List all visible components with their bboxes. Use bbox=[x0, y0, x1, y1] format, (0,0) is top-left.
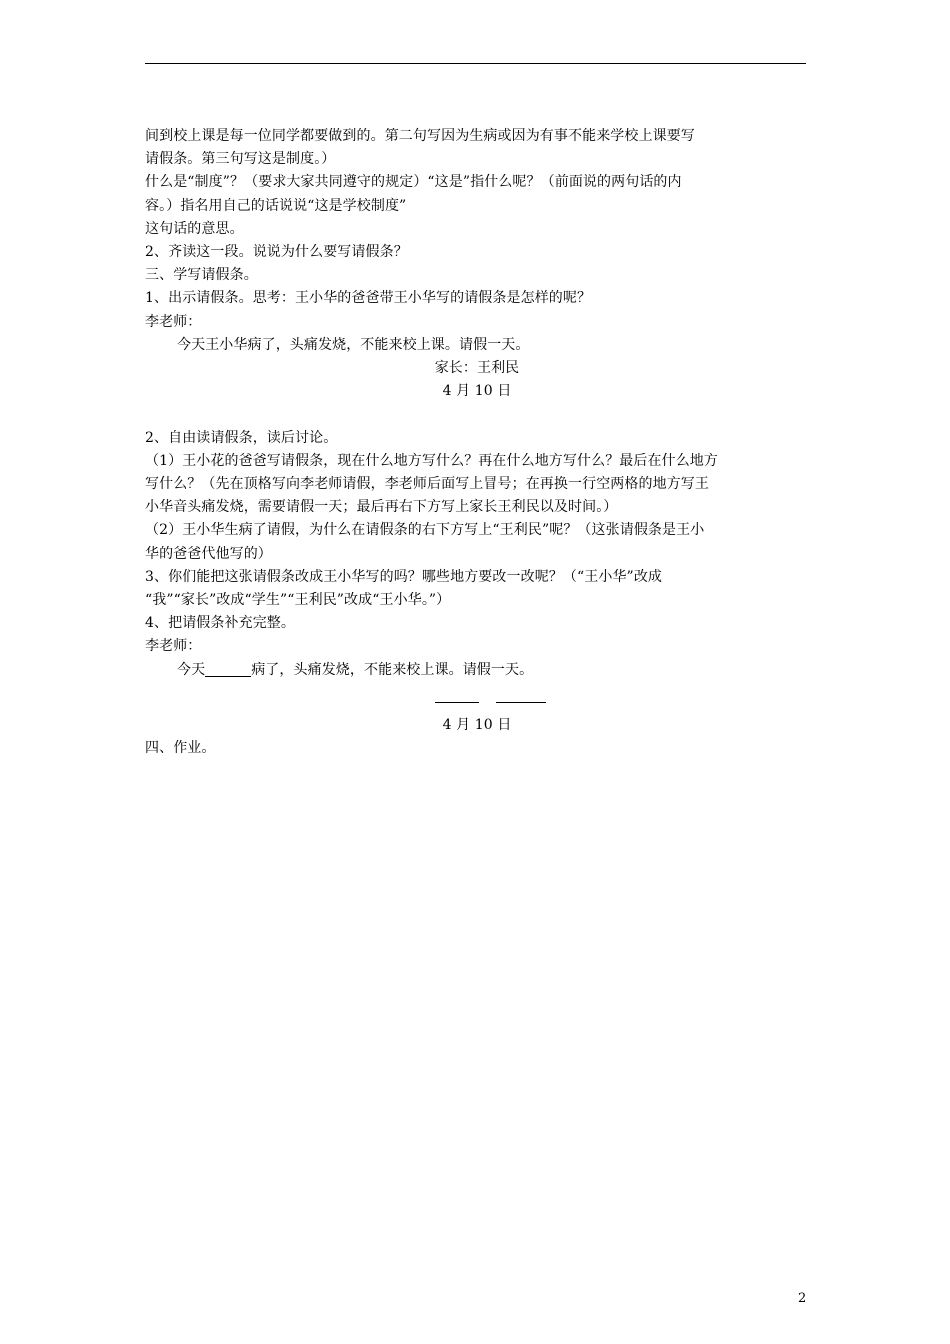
note-date: 4 月 10 日 bbox=[442, 716, 512, 733]
signature-blanks bbox=[145, 682, 809, 714]
text-segment: 今天 bbox=[177, 661, 206, 678]
note-body: 今天王小华病了，头痛发烧，不能来校上课。请假一天。 bbox=[177, 336, 530, 353]
text-line: 2、齐读这一段。说说为什么要写请假条？ bbox=[145, 244, 408, 261]
text-segment: 病了，头痛发烧，不能来校上课。请假一天。 bbox=[251, 661, 534, 678]
section-heading: 四、作业。 bbox=[145, 740, 216, 757]
text-line: 华的爸爸代他写的） bbox=[145, 545, 272, 562]
note-signature: 家长：王利民 bbox=[434, 360, 520, 377]
text-line: 4、把请假条补充完整。 bbox=[145, 615, 296, 632]
text-line: 什么是“制度”？（要求大家共同遵守的规定）“这是”指什么呢？（前面说的两句话的内 bbox=[145, 174, 682, 191]
note-salutation: 李老师： bbox=[145, 313, 202, 330]
text-line: 小华音头痛发烧，需要请假一天；最后再右下方写上家长王利民以及时间。） bbox=[145, 499, 618, 516]
text-line: 容。）指名用自己的话说说“这是学校制度” bbox=[145, 197, 407, 214]
text-line: “我”“家长”改成“学生”“王利民”改成“王小华。”） bbox=[145, 592, 451, 609]
text-line: 3、你们能把这张请假条改成王小华写的吗？哪些地方要改一改呢？（“王小华”改成 bbox=[145, 568, 663, 585]
text-line: 1、出示请假条。思考：王小华的爸爸带王小华写的请假条是怎样的呢？ bbox=[145, 290, 592, 307]
signature-blank-title bbox=[435, 702, 479, 703]
text-line: 间到校上课是每一位同学都要做到的。第二句写因为生病或因为有事不能来学校上课要写 bbox=[145, 128, 695, 144]
note-date: 4 月 10 日 bbox=[442, 383, 512, 400]
fill-in-blank bbox=[205, 660, 251, 677]
body-text bbox=[145, 125, 809, 760]
text-line: 这句话的意思。 bbox=[145, 220, 244, 237]
header-rule bbox=[145, 63, 806, 64]
text-line: （1）王小花的爸爸写请假条，现在什么地方写什么？再在什么地方写什么？最后在什么地方 bbox=[145, 452, 719, 469]
spacer bbox=[145, 403, 809, 426]
note-salutation: 李老师： bbox=[145, 638, 202, 655]
text-line: 写什么？（先在顶格写向李老师请假，李老师后面写上冒号；在再换一行空两格的地方写王 bbox=[145, 476, 709, 493]
page-number: 2 bbox=[798, 1291, 807, 1306]
fill-in-note-body bbox=[145, 659, 809, 682]
text-line: （2）王小华生病了请假，为什么在请假条的右下方写上“王利民”呢？（这张请假条是王小 bbox=[145, 522, 705, 539]
text-line: 请假条。第三句写这是制度。） bbox=[145, 151, 336, 168]
section-heading: 三、学写请假条。 bbox=[145, 267, 258, 284]
signature-blank-name bbox=[496, 702, 546, 703]
text-line: 2、自由读请假条，读后讨论。 bbox=[145, 429, 338, 446]
